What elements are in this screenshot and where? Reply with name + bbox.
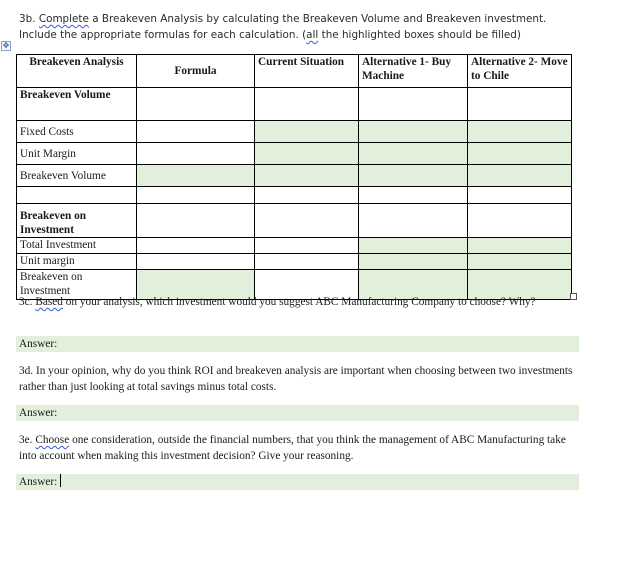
- cell-empty: [255, 88, 359, 121]
- cell-empty: [468, 204, 572, 238]
- q3e-verb: Choose: [35, 434, 70, 446]
- instructions-line2: [19, 27, 589, 43]
- cell-empty: [359, 187, 468, 204]
- instructions-line1-text: a Breakeven Analysis by calculating the Breakeven Volume and Breakeven investment.: [92, 13, 547, 25]
- row-unit-margin: [17, 143, 572, 165]
- row-label-total-investment: Total Investment: [17, 238, 137, 254]
- cell-empty: [255, 187, 359, 204]
- answer-label-3e: Answer:: [19, 476, 58, 488]
- cell-alt2-unit-margin[interactable]: [468, 143, 572, 165]
- cell-alt1-unit-margin-investment[interactable]: [359, 254, 468, 270]
- row-label-unit-margin: Unit Margin: [17, 143, 137, 165]
- instructions-line1: [19, 11, 589, 27]
- cell-current-unit-margin[interactable]: [255, 143, 359, 165]
- cell-alt1-fixed-costs[interactable]: [359, 121, 468, 143]
- row-fixed-costs: [17, 121, 572, 143]
- table-header-row: [17, 55, 572, 88]
- cell-empty: [137, 88, 255, 121]
- answer-label-3c: Answer:: [19, 338, 58, 350]
- cell-alt2-fixed-costs[interactable]: [468, 121, 572, 143]
- cell-alt2-breakeven-volume[interactable]: [468, 165, 572, 187]
- cell-empty: [17, 187, 137, 204]
- cell-alt2-total-investment[interactable]: [468, 238, 572, 254]
- instructions-line2-all: all: [306, 29, 319, 41]
- cell-empty: [359, 204, 468, 238]
- answer-field-3c[interactable]: [16, 336, 579, 352]
- cell-empty: [255, 204, 359, 238]
- row-label-breakeven-investment: Breakeven on Investment: [17, 270, 137, 300]
- row-label-fixed-costs: Fixed Costs: [17, 121, 137, 143]
- section-row-breakeven-investment: [17, 204, 572, 238]
- section-title-breakeven-volume: Breakeven Volume: [17, 88, 137, 121]
- question-3e: [19, 432, 579, 464]
- q3c-label: 3c.: [19, 296, 33, 308]
- section-row-breakeven-volume: [17, 88, 572, 121]
- text-cursor: [60, 474, 61, 487]
- instructions-label: 3b.: [19, 13, 36, 25]
- q3c-verb: Based: [35, 296, 63, 308]
- row-label-unit-margin-investment: Unit margin: [17, 254, 137, 270]
- cell-empty: [137, 204, 255, 238]
- spacer-row: [17, 187, 572, 204]
- header-alternative-1: Alternative 1- Buy Machine: [359, 55, 468, 88]
- cell-formula-unit-margin-investment[interactable]: [137, 254, 255, 270]
- header-alternative-2: Alternative 2- Move to Chile: [468, 55, 572, 88]
- instructions-3b: [19, 11, 589, 43]
- question-3d: 3d. In your opinion, why do you think ROI and breakeven analysis are important when choosing between two investments rather than just looking at total savings minus total costs.: [19, 365, 573, 393]
- cell-formula-unit-margin[interactable]: [137, 143, 255, 165]
- cell-formula-fixed-costs[interactable]: [137, 121, 255, 143]
- instructions-line2-post: the highlighted boxes should be filled): [318, 29, 521, 41]
- cell-current-total-investment[interactable]: [255, 238, 359, 254]
- cell-formula-total-investment[interactable]: [137, 238, 255, 254]
- cell-alt2-unit-margin-investment[interactable]: [468, 254, 572, 270]
- q3e-label: 3e.: [19, 434, 33, 446]
- answer-label-3d: Answer:: [19, 407, 58, 419]
- cell-current-unit-margin-investment[interactable]: [255, 254, 359, 270]
- row-total-investment: [17, 238, 572, 254]
- question-3c: [19, 294, 579, 310]
- cell-empty: [468, 187, 572, 204]
- cell-alt1-unit-margin[interactable]: [359, 143, 468, 165]
- header-current-situation: Current Situation: [255, 55, 359, 88]
- cell-alt1-breakeven-volume[interactable]: [359, 165, 468, 187]
- section-title-breakeven-investment: Breakeven on Investment: [17, 204, 137, 238]
- instructions-line2-pre: Include the appropriate formulas for each calculation. (: [19, 29, 307, 41]
- breakeven-table: [16, 54, 572, 300]
- cell-empty: [359, 88, 468, 121]
- row-breakeven-volume: [17, 165, 572, 187]
- row-unit-margin-investment: [17, 254, 572, 270]
- cell-current-fixed-costs[interactable]: [255, 121, 359, 143]
- header-formula: Formula: [137, 55, 255, 88]
- answer-field-3d[interactable]: [16, 405, 579, 421]
- row-label-breakeven-volume: Breakeven Volume: [17, 165, 137, 187]
- cell-current-breakeven-volume[interactable]: [255, 165, 359, 187]
- cell-formula-breakeven-volume[interactable]: [137, 165, 255, 187]
- instructions-verb: Complete: [38, 13, 89, 25]
- table-move-handle-icon[interactable]: ✥: [2, 41, 10, 50]
- answer-field-3e[interactable]: [16, 474, 579, 490]
- cell-empty: [137, 187, 255, 204]
- cell-empty: [468, 88, 572, 121]
- q3c-text: on your analysis, which investment would you suggest ABC Manufacturing Company to choose? Why?: [65, 296, 536, 308]
- header-breakeven-analysis: Breakeven Analysis: [17, 55, 137, 88]
- cell-alt1-total-investment[interactable]: [359, 238, 468, 254]
- q3e-text: one consideration, outside the financial numbers, that you think the management of ABC Manufacturing take into account when making this investment decision? Give your reasoning.: [19, 434, 566, 462]
